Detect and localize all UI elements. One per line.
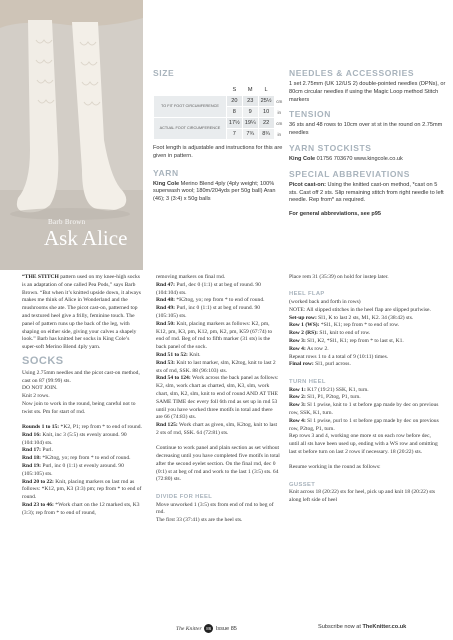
column-2 <box>156 274 280 525</box>
instruction-line: removing markers on final rnd. <box>156 274 226 280</box>
general-abbreviations-note: For general abbreviations, see p95 <box>289 211 382 218</box>
instruction-line: Rnd 125: Work chart as given, slm, K2tog, knit to last 2 sts of rnd, SSK. 64 (72:81) sts. <box>156 422 278 436</box>
instruction-line: Rnd 51 to 52: Knit. <box>156 351 201 358</box>
instruction-line: Rnd 47: Purl, dec 0 (1:1) st at beg of round. 90 (104:104) sts. <box>156 281 261 296</box>
stockist-contact: 01756 703670 www.kingcole.co.uk <box>315 155 403 162</box>
size-unit: in <box>274 129 284 140</box>
instruction-line: Rnd 50: Knit, placing markers as follows: K2, pm, K12, pm, K3, pm, K12, pm, K2, pm, K59 (67:74) to end of rnd. Beg of rnd to fifth marker (31 sts) is the back panel of the sock. <box>156 320 273 351</box>
instruction-line: Rnd 16: Knit, inc 3 (5:5) sts evenly around. 90 (104:104) sts. <box>22 431 127 446</box>
instruction-line: Rounds 1 to 15: *K2, P1; rep from * to end of round. <box>22 424 142 431</box>
instruction-line: Row 4: Sl 1 pwise, purl to 1 st before gap made by dec on previous row, P2tog, P1, turn. <box>289 417 439 432</box>
yarn-text <box>153 181 285 204</box>
stockist-brand: King Cole <box>289 155 316 162</box>
tension-text: 36 sts and 48 rows to 10cm over st st in the round on 2.75mm needles <box>289 122 443 137</box>
instruction-line: Resume working in the round as follows: <box>289 464 381 471</box>
size-cell: 7 <box>226 129 242 140</box>
instruction-line: Continue to work panel and plain section as set without decreasing until you have completed five motifs in total after the second eyelet section. On the final rnd, dec 0 (0:1) st at beg of rnd and work to the last 1 (3:5) sts. 64 (72:80) sts. <box>156 445 280 483</box>
size-cell: 20 <box>226 96 242 107</box>
gusset-heading: GUSSET <box>289 481 316 488</box>
page-number: 86 <box>206 626 212 631</box>
yarn-brand: King Cole <box>153 180 180 187</box>
designer-byline: Barb Brown <box>48 218 86 226</box>
instruction-line: Row 2 (RS): Sl1, knit to end of row. <box>289 330 371 337</box>
instruction-line: Row 2: Sl1, P1, P2tog, P1, turn. <box>289 394 361 401</box>
subscribe-text: Subscribe now at <box>318 624 363 630</box>
yarn-details: Merino Blend 4ply (4ply weight; 100% superwash wool; 180m/204yds per 50g ball) Aran (46); 3 (3:4) x 50g balls <box>153 180 276 203</box>
magazine-name: The Knitter <box>176 625 202 632</box>
needles-block <box>289 68 447 104</box>
abbreviation-definition: Using the knitted cast-on method, *cast on 5 sts. Cast off 2 sts. Slip remaining stitch from right needle to left needle. Rep from* as required. <box>289 181 444 204</box>
size-cell: 25½ <box>258 96 274 107</box>
instruction-line: Rnd 23 to 46: *Work chart on the 12 marked sts, K3 (3:3); rep from * to end of round, <box>22 502 140 516</box>
size-unit: in <box>274 107 284 118</box>
instruction-line: Move unworked 1 (3:5) sts from end of rnd to beg of rnd. <box>156 501 274 516</box>
size-heading: SIZE <box>153 68 175 78</box>
instruction-line: Rnd 53: Knit to last marker, slm, K2tog, knit to last 2 sts of rnd, SSK. 88 (96:103) sts. <box>156 359 276 374</box>
needles-heading: NEEDLES & ACCESSORIES <box>289 68 415 78</box>
size-row-label: ACTUAL FOOT CIRCUMFERENCE <box>154 118 227 140</box>
abbreviation-term: Picot cast-on: <box>289 181 326 188</box>
subscribe-link[interactable]: TheKnitter.co.uk <box>362 624 407 630</box>
instruction-line: Rnd 18: *K2tog, yo; rep from * to end of round. <box>22 455 131 462</box>
size-table <box>153 84 285 140</box>
instruction-line: Row 4: As row 2. <box>289 345 329 352</box>
size-unit: cm <box>274 118 284 129</box>
instruction-line: Knit across 18 (20:22) sts for heel, pick up and knit 18 (20:22) sts along left side of heel <box>289 489 436 504</box>
size-col-header: S <box>226 85 242 96</box>
instruction-line: Rnd 54 to 124: Work across the back panel as follows: K2, slm, work chart as charted, slm, K3, slm, work chart, slm, K2, slm, knit to end of round AND AT THE SAME TIME dec every foll 6th rnd as set up in rnd 53 until you have worked three motifs in total and there are 66 (74:83) sts. <box>156 375 279 421</box>
instruction-line: Repeat rows 1 to 4 a total of 9 (10:11) times. <box>289 353 389 360</box>
size-cell: 8¾ <box>258 129 274 140</box>
instruction-line: Row 3: Sl1, K2, *Sl1, K1; rep from * to last st, K1. <box>289 338 404 345</box>
tension-heading: TENSION <box>289 109 331 120</box>
abbreviations-block <box>289 169 447 219</box>
size-cell: 9 <box>242 107 258 118</box>
size-section <box>153 68 285 204</box>
size-cell: 22 <box>258 118 274 129</box>
size-cell: 8 <box>226 107 242 118</box>
abbreviations-heading: SPECIAL ABBREVIATIONS <box>289 168 411 179</box>
stockists-block <box>289 143 447 164</box>
pattern-title: Ask Alice <box>44 226 128 250</box>
needles-text: 1 set 2.75mm (UK 12/US 2) double-pointed needles (DPNs), or 80cm circular needles if using the Magic Loop method Stitch markers <box>289 81 446 103</box>
instruction-line: Using 2.75mm needles and the picot cast-on method, cast on 87 (99:99) sts. <box>22 369 140 384</box>
intro-text: pattern used on my knee-high socks is an adaptation of one called Pea Pods,” says Barb Brown. “But when it’s knitted upside down, it always makes me think of Alice in Wonderland and the mushrooms she ate. The picot cast-on, patterned top and textured heel give a frilly, feminine touch. The panel of pattern runs up the back of the leg, with shaping on either side, giving your calves a shapely look.” Barb has knitted her socks in King Cole’s super-soft Merino Blend 4ply yarn. <box>22 274 141 351</box>
instruction-line: Rnd 19: Purl, inc 0 (1:1) st evenly around. 90 (105:105) sts. <box>22 463 124 477</box>
instruction-line: Rep rows 3 and 4, working one more st on each row before dec, until all sts have been used up, ending with a WS row and omitting last st before turn on last 2 rows if necessary. 18 (20:22) sts. <box>289 433 438 455</box>
heel-flap-heading: HEEL FLAP <box>289 291 325 298</box>
yarn-heading: YARN <box>153 167 179 178</box>
instruction-line: Knit 2 rows. <box>22 393 50 400</box>
instruction-line: DO NOT JOIN. <box>22 385 58 392</box>
size-unit: cm <box>274 96 284 107</box>
hero-photo <box>0 0 143 270</box>
instruction-line: Rnd 49: Purl, inc 0 (1:1) st at beg of round. 90 (105:105) sts. <box>156 305 261 319</box>
socks-heading: SOCKS <box>22 354 64 367</box>
intro-paragraph <box>22 274 142 352</box>
size-cell: 23 <box>242 96 258 107</box>
page-footer <box>0 622 453 634</box>
instruction-line: Final row: Sl1, purl across. <box>289 361 351 368</box>
size-cell: 17½ <box>226 118 242 129</box>
instruction-line: Rnd 17: Purl. <box>22 447 53 454</box>
instruction-line: (worked back and forth in rows) <box>289 299 361 306</box>
footer-subscribe <box>318 624 406 630</box>
divide-for-heel-heading: DIVIDE FOR HEEL <box>156 493 213 500</box>
issue-number: Issue 85 <box>215 625 237 632</box>
materials-section <box>289 68 447 224</box>
size-note: Foot length is adjustable and instructions for this are given in pattern. <box>153 145 283 159</box>
size-col-header: M <box>242 85 258 96</box>
instruction-line: Row 1 (WS): *Sl1, K1; rep from * to end of row. <box>289 322 400 329</box>
instruction-line: Rnd 20 to 22: Knit, placing markers on last rnd as follows: *K12, pm, K3 (3:3) pm; rep from * to end of round. <box>22 478 142 501</box>
size-row-label: TO FIT FOOT CIRCUMFERENCE <box>154 96 227 118</box>
intro-lead: “THE STITCH <box>22 274 59 280</box>
stockists-text <box>289 156 447 164</box>
column-1 <box>22 274 142 518</box>
instruction-line: Row 1: K17 (19:21) SSK, K1, turn. <box>289 386 369 393</box>
tension-block <box>289 109 447 138</box>
instruction-line: Now join to work in the round, being careful not to twist sts. Pm for start of rnd. <box>22 400 136 415</box>
size-col-header: L <box>258 85 274 96</box>
size-cell: 19¼ <box>242 118 258 129</box>
instruction-line: Place rem 31 (35:39) on hold for instep later. <box>289 274 389 280</box>
size-cell: 7¾ <box>242 129 258 140</box>
abbreviation-line <box>289 182 447 205</box>
turn-heel-heading: TURN HEEL <box>289 378 326 385</box>
stockists-heading: YARN STOCKISTS <box>289 142 372 153</box>
instruction-line: Rnd 48: *K2tog, yo; rep from * to end of round. <box>156 297 265 304</box>
instruction-line: Row 3: Sl 1 pwise, knit to 1 st before gap made by dec on previous row, SSK, K1, turn. <box>289 402 439 416</box>
instruction-line: NOTE: All slipped stitches in the heel flap are slipped purlwise. <box>289 306 431 313</box>
instruction-line: Set-up row: Sl1, K to last 2 sts, M1, K2. 34 (38:42) sts. <box>289 314 414 321</box>
size-cell: 10 <box>258 107 274 118</box>
instruction-line: The first 33 (37:41) sts are the heel sts. <box>156 517 243 524</box>
column-3 <box>289 274 441 505</box>
footer-issue <box>176 624 237 633</box>
